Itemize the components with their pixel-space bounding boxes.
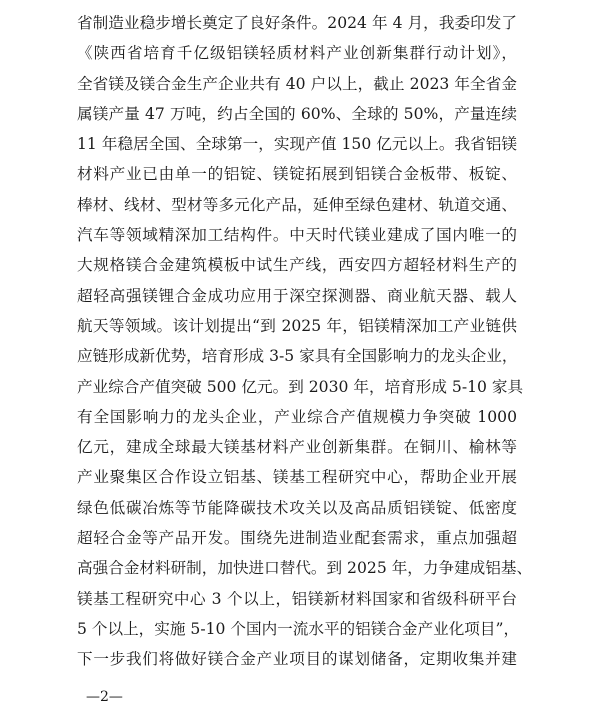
text-line: 超轻高强镁锂合金成功应用于深空探测器、商业航天器、载人: [77, 286, 517, 305]
text-line: 11 年稳居全国、全球第一，实现产值 150 亿元以上。我省铝镁: [77, 135, 517, 154]
text-line: 亿元，建成全球最大镁基材料产业创新集群。在铜川、榆林等: [77, 438, 517, 457]
text-line: 镁基工程研究中心 3 个以上，铝镁新材料国家和省级科研平台: [77, 589, 517, 608]
text-line: 省制造业稳步增长奠定了良好条件。2024 年 4 月，我委印发了: [77, 14, 517, 32]
page-number: —2—: [86, 689, 123, 705]
text-line: 产业综合产值突破 500 亿元。到 2030 年，培育形成 5-10 家具: [77, 377, 524, 396]
text-line: 超轻合金等产品开发。围绕先进制造业配套需求，重点加强超: [77, 529, 517, 548]
text-line: 应链形成新优势，培育形成 3-5 家具有全国影响力的龙头企业，: [77, 347, 518, 366]
text-line: 航天等领域。该计划提出“到 2025 年，铝镁精深加工产业链供: [77, 316, 517, 335]
text-line: 汽车等领域精深加工结构件。中天时代镁业建成了国内唯一的: [77, 226, 517, 245]
text-line: 属镁产量 47 万吨，约占全国的 60%、全球的 50%，产量连续: [77, 104, 517, 123]
text-line: 5 个以上，实施 5-10 个国内一流水平的铝镁合金产业化项目”，: [77, 619, 520, 638]
text-line: 大规格镁合金建筑模板中试生产线，西安四方超轻材料生产的: [77, 256, 517, 275]
text-line: 材料产业已由单一的铝锭、镁锭拓展到铝镁合金板带、板锭、: [77, 165, 517, 184]
text-line: 下一步我们将做好镁合金产业项目的谋划储备，定期收集并建: [77, 650, 517, 669]
text-line: 有全国影响力的龙头企业，产业综合产值规模力争突破 1000: [77, 407, 517, 426]
text-line: 高强合金材料研制，加快进口替代。到 2025 年，力争建成铝基、: [77, 559, 533, 578]
body-text: [77, 8, 533, 675]
text-line: 《陕西省培育千亿级铝镁轻质材料产业创新集群行动计划》，: [77, 44, 517, 63]
text-line: 棒材、线材、型材等多元化产品，延伸至绿色建材、轨道交通、: [77, 195, 517, 214]
text-line: 全省镁及镁合金生产企业共有 40 户以上，截止 2023 年全省金: [77, 74, 517, 93]
text-line: 绿色低碳冶炼等节能降碳技术攻关以及高品质铝镁锭、低密度: [77, 498, 517, 517]
text-line: 产业聚集区合作设立铝基、镁基工程研究中心，帮助企业开展: [77, 468, 517, 487]
